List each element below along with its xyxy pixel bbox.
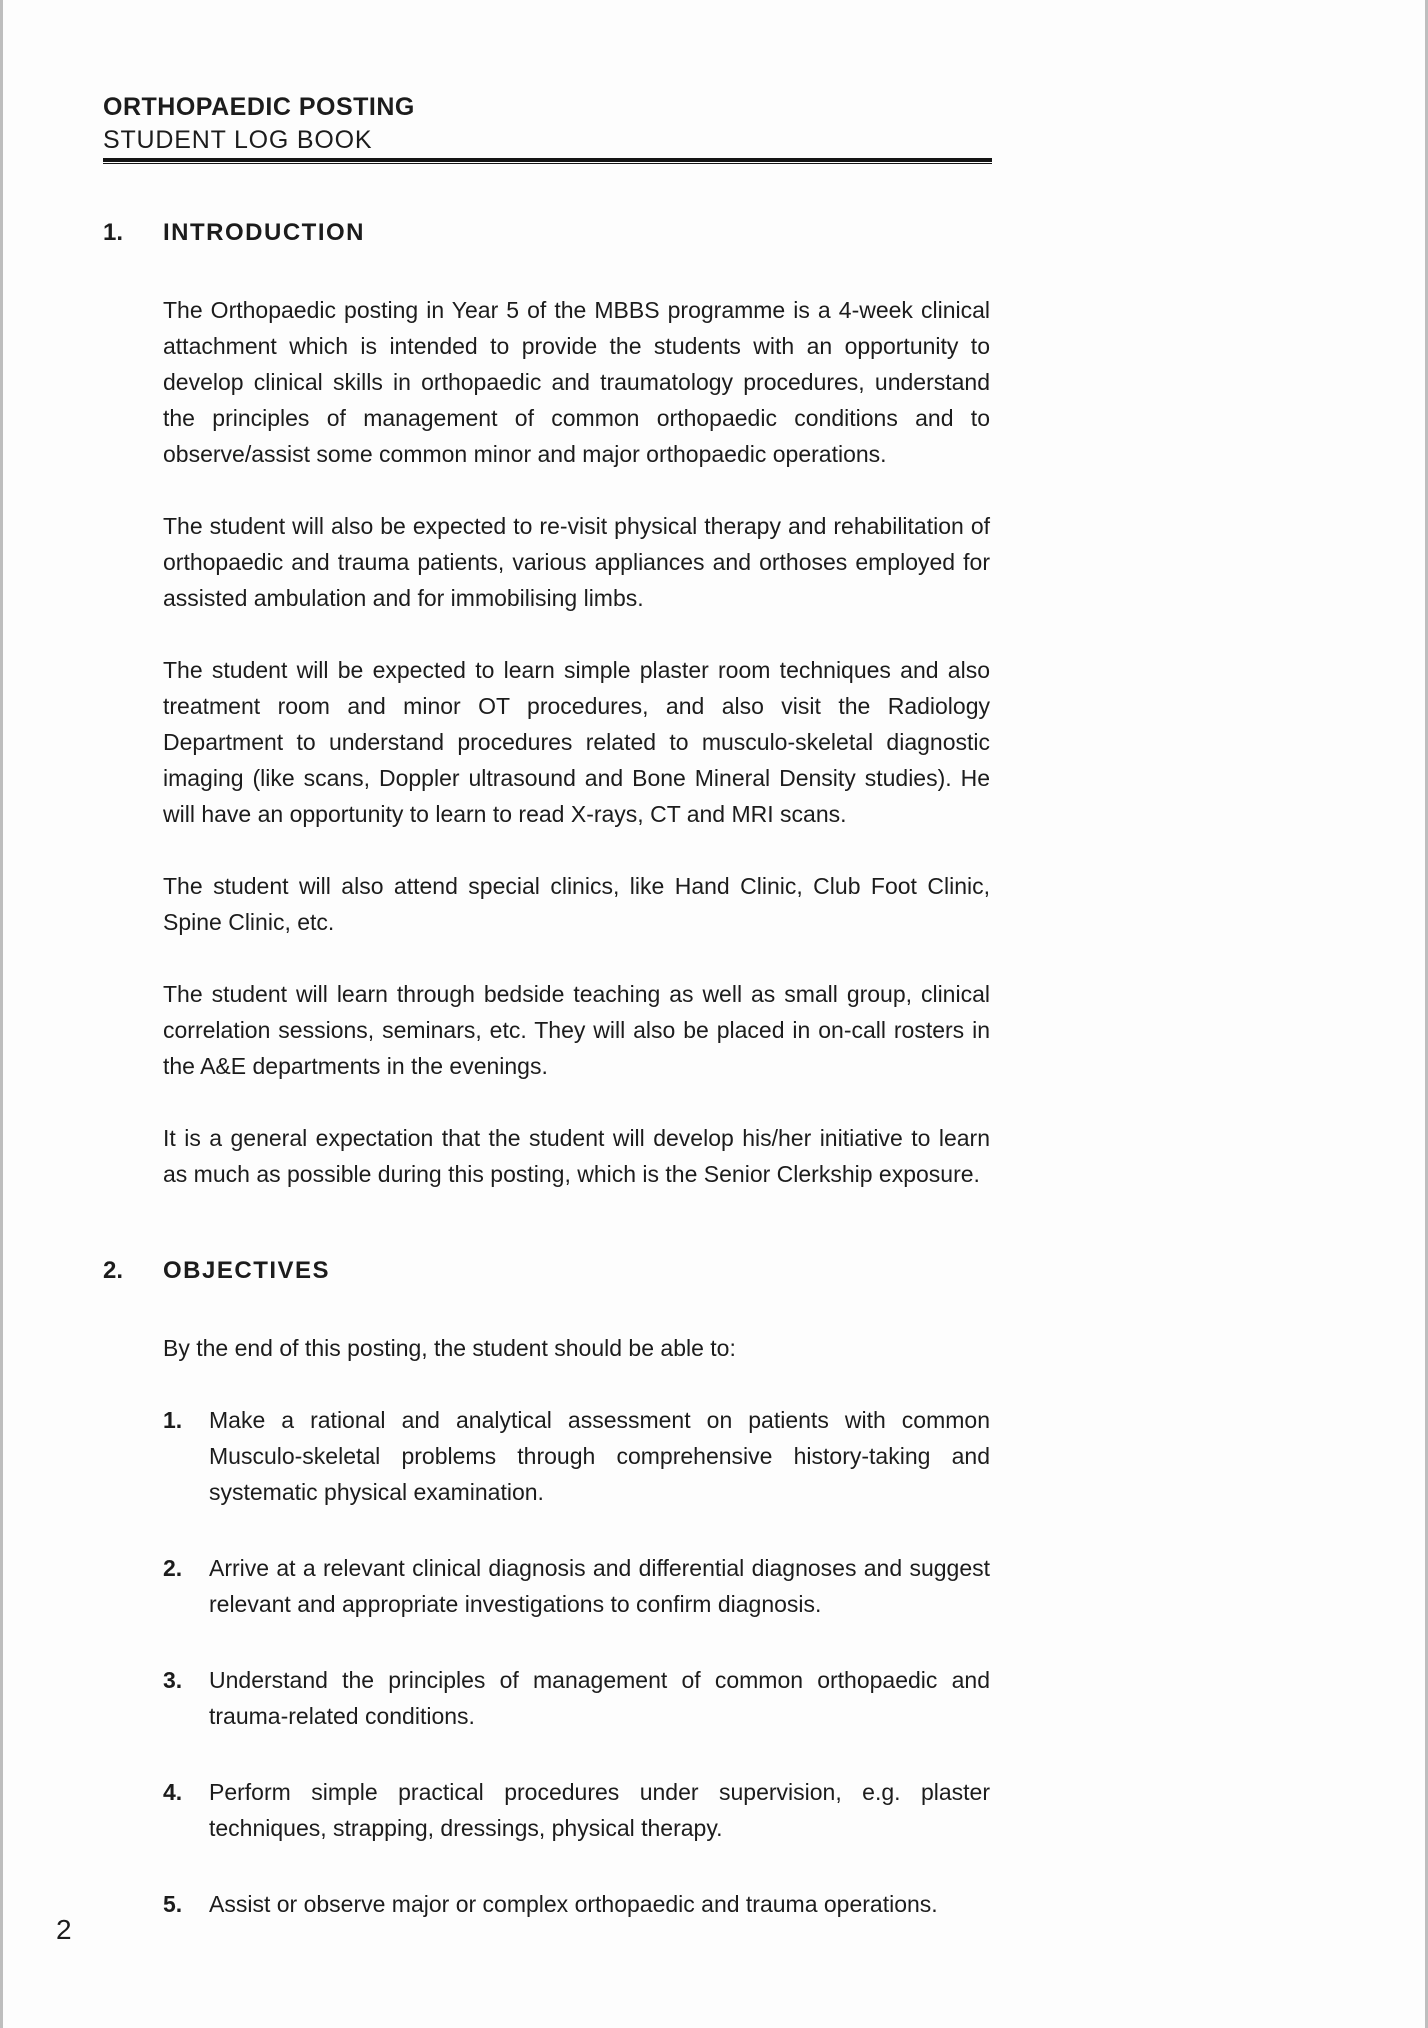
paragraph-intro-4: The student will also attend special clinics, like Hand Clinic, Club Foot Clinic, Spine Clinic, etc. (163, 873, 990, 935)
section-heading (103, 218, 992, 248)
section-objectives (103, 1256, 992, 1922)
document-body (103, 218, 992, 1962)
paragraph-intro-6: It is a general expectation that the student will develop his/her initiative to learn as much as possible during this posting, which is the Senior Clerkship exposure. (163, 1125, 990, 1187)
objective-item (163, 1402, 990, 1510)
objective-number: 1. (163, 1407, 183, 1433)
section-title: OBJECTIVES (163, 1257, 331, 1284)
section-heading (103, 1256, 992, 1286)
objectives-intro: By the end of this posting, the student should be able to: (163, 1335, 736, 1361)
document-subtitle: STUDENT LOG BOOK (103, 126, 373, 154)
section-number: 1. (103, 219, 124, 246)
objective-number: 4. (163, 1779, 183, 1805)
section-number: 2. (103, 1257, 124, 1284)
objective-text: Perform simple practical procedures under supervision, e.g. plaster techniques, strapping, dressings, physical therapy. (209, 1779, 990, 1841)
objective-item (163, 1662, 990, 1734)
objective-item (163, 1550, 990, 1622)
scan-artifact-left (0, 0, 3, 2028)
document-title: ORTHOPAEDIC POSTING (103, 93, 415, 121)
objective-text: Make a rational and analytical assessment on patients with common Musculo-skeletal problems through comprehensive history-taking and systematic physical examination. (209, 1407, 990, 1505)
objective-number: 3. (163, 1667, 183, 1693)
objective-text: Understand the principles of management of common orthopaedic and trauma-related conditions. (209, 1667, 990, 1729)
objective-item (163, 1774, 990, 1846)
paragraph-intro-1: The Orthopaedic posting in Year 5 of the MBBS programme is a 4-week clinical attachment which is intended to provide the students with an opportunity to develop clinical skills in orthopaedic and traumatology procedures, understand the principles of management of common orthopaedic conditions and to observe/assist some common minor and major orthopaedic operations. (163, 297, 990, 467)
paragraph-intro-5: The student will learn through bedside teaching as well as small group, clinical correlation sessions, seminars, etc. They will also be placed in on-call rosters in the A&E departments in the evenings. (163, 981, 990, 1079)
document-header (103, 92, 992, 164)
header-rule (103, 158, 992, 164)
page-number: 2 (56, 1914, 72, 1945)
paragraph-intro-2: The student will also be expected to re-visit physical therapy and rehabilitation of orthopaedic and trauma patients, various appliances and orthoses employed for assisted ambulation and for immobilising limbs. (163, 513, 990, 611)
objective-text: Arrive at a relevant clinical diagnosis and differential diagnoses and suggest relevant and appropriate investigations to confirm diagnosis. (209, 1555, 990, 1617)
section-introduction (103, 218, 992, 1192)
objective-item (163, 1886, 990, 1922)
objective-text: Assist or observe major or complex orthopaedic and trauma operations. (209, 1891, 938, 1917)
objective-number: 5. (163, 1891, 183, 1917)
section-title: INTRODUCTION (163, 219, 365, 246)
objective-number: 2. (163, 1555, 183, 1581)
paragraph-intro-3: The student will be expected to learn simple plaster room techniques and also treatment room and minor OT procedures, and also visit the Radiology Department to understand procedures related to musculo-skeletal diagnostic imaging (like scans, Doppler ultrasound and Bone Mineral Density studies). He will have an opportunity to learn to read X-rays, CT and MRI scans. (163, 657, 990, 827)
